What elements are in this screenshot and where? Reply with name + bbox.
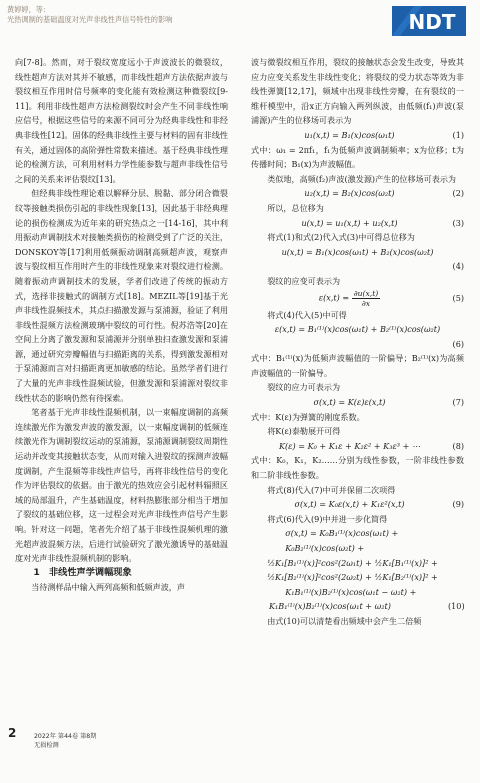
equation-8: K(ε) = K₀ + K₁ε + K₂ε² + K₃ε³ + ⋯ (8) <box>278 440 464 451</box>
right-column <box>251 55 464 629</box>
where-clause: 式中：K₀，K₁，K₂……分别为线性参数，一阶非线性参数和二阶非线性参数。 <box>251 455 464 481</box>
where-clause: 式中：B₁⁽¹⁾(x)为低频声波幅值的一阶偏导；B₂⁽¹⁾(x)为高频声波幅值的一阶偏导。 <box>251 353 464 378</box>
journal-issue: 2022年 第44卷 第8期 <box>34 733 97 740</box>
journal-info <box>34 732 96 750</box>
journal-logo <box>392 6 466 36</box>
paragraph: 当待测样品中输入两列高频和低频声波，声 <box>31 582 185 593</box>
svg-text:NDT: NDT <box>408 10 456 34</box>
paragraph: 类似地，高频(f₂)声波(激发源)产生的位移场可表示为 <box>267 173 457 184</box>
paragraph: 将式(4)代入(5)中可得 <box>267 309 347 320</box>
equation-9: σ(x,t) = K₀ε(x,t) + K₁ε²(x,t) (9) <box>294 499 464 510</box>
equation-number: (6) <box>452 338 464 349</box>
section-heading: 1 非线性声学调幅现象 <box>33 566 132 578</box>
paragraph: 但经典非线性理论难以解释分层、脱黏、部分闭合微裂纹等接触类损伤引起的非线性现象[13]，因此基于非经典理论的损伤检测成为近年来的研究热点之一[14-16]，其中利用振动声调制技术对接触类损伤的检测受到了广泛的关注，DONSKOY等[17]利用低频振动调制高频超声波，观察声波与裂纹相互作用时产生的非线性现象来对裂纹进行检测。随着振动声调制技术的发展，学者们改进了传统的振动方式，选择非接触式的调制方式[18]。MEZIL等[19]基于光声非线性混频技术，其点扫描激发源与泵浦源，验证了利用非线性混频方法检测玻璃中裂纹的可行性。倪苏浩等[20]在空间上分离了激发源和泵浦源并分别单独扫查激发源和泵浦源，通过研究旁瓣幅值与扫描距离的关系，得到激发源相对于泵浦源而言对扫描距离更加敏感的结论。虽然学者们进行了大量的光声非线性混频试验，但激发源和泵浦源对裂纹非线性状态的影响仍然有待探索。 <box>15 188 228 403</box>
left-column <box>15 55 228 595</box>
page-number: 2 <box>8 726 17 740</box>
equation-10: σ(x,t) = K₀B₁⁽¹⁾(x)cos(ω₁t) + K₀B₂⁽¹⁾(x)cos(ω₂t) + ½K₁[B₁⁽¹⁾(x)]²cos²(2ω₁t) + ½K₁[B₁⁽¹⁾(x)]² + ½K₁[B₂⁽¹⁾(x)]²cos²(2ω₂t) + ½K₁[B₂⁽¹⁾(x)]² + K₁B₁⁽¹⁾(x)B₂⁽¹⁾(x)cos(ω₁t − ω₂t) + K₁B₁⁽¹⁾(x)B₂⁽¹⁾(x)cos(ω₁t + ω₂t) (10) <box>267 528 465 612</box>
paragraph: 裂纹的应变可表示为 <box>267 275 341 286</box>
equation-6: ε(x,t) = B₁⁽¹⁾(x)cos(ω₁t) + B₂⁽¹⁾(x)cos(ω₂t) <box>274 324 441 335</box>
equation-1: u₁(x,t) = B₁(x)cos(ω₁t) (1) <box>304 129 464 140</box>
paragraph: 裂纹的应力可表示为 <box>267 382 341 393</box>
paragraph: 波与微裂纹相互作用，裂纹的接触状态会发生改变，导致其应力应变关系发生非线性变化；将裂纹的受力状态等效为非线性弹簧[12,17]，频域中出现非线性旁瓣，在有裂纹的一维杆模型中，沿x正方向输入两列纵波，由低频(f₁)声波(泵浦源)产生的位移场可表示为 <box>251 57 464 126</box>
paragraph: 所以，总位移为 <box>267 202 324 213</box>
paragraph: 将式(8)代入(7)中可并保留二次项得 <box>267 484 396 495</box>
paragraph: 笔者基于光声非线性混频机制，以一束幅度调制的高频连续激光作为激发声波的激发源，以一束幅度调制的低频连续激光作为调制裂纹运动的泵浦源，泵浦源调制裂纹周期性运动并改变其接触状态变，从而对输入进裂纹的探测声波幅度调制，产生混频等非线性声信号，再将非线性信号的变化作为评估裂纹的依据。由于激光的热效应会引起材料辐照区域的局部温升，产生基础温度，材料热膨胀部分相当于增加了裂纹的基础位移，这一过程会对光声非线性声信号产生影响。针对这一问题，笔者先介绍了基于非线性混频机理的激光超声波混频方法，后进行试验研究了激光激诱导的基础温度对光声非线性混频机制的影响。 <box>15 407 228 564</box>
equation-7: σ(x,t) = K(ε)ε(x,t) (7) <box>313 397 464 408</box>
paragraph: 向[7-8]。然而，对于裂纹宽度远小于声波波长的微裂纹，线性超声方法对其并不敏感，而非线性超声方法依据声波与裂纹相互作用时信号频率的变化能有效检测这种微裂纹[9-11]。利用非线性超声方法检测裂纹时会产生不同非线性响应信号，根据这些信号的来源不同可分为经典非线性和非经典非线性[12]。固体的经典非线性主要与材料的固有非线性有关，通过固体的高阶弹性常数来描述。基于经典非线性理论的检测方法，可利用材料力学性能参数与超声非线性信号之间的关系来评估裂纹[13]。 <box>15 57 228 184</box>
paragraph: 将式(1)和式(2)代入式(3)中可得总位移为 <box>267 232 415 243</box>
equation-2: u₂(x,t) = B₂(x)cos(ω₂t) (2) <box>304 188 464 199</box>
paragraph: 将K(ε)泰勒展开可得 <box>267 426 341 437</box>
equation-4: u(x,t) = B₁(x)cos(ω₁t) + B₂(x)cos(ω₂t) <box>281 246 434 257</box>
equation-5: ε(x,t) = $\frac{\partial u(x,t)}{\partial x}$ (5) <box>318 288 464 308</box>
journal-name: 无损检测 <box>34 742 59 749</box>
equation-3: u(x,t) = u₁(x,t) + u₂(x,t) (3) <box>301 217 464 228</box>
where-clause: 式中：ω₁ = 2πf₁，f₁为低频声波调制频率；x为位移；t为传播时间；B₁(x)为声波幅值。 <box>251 144 464 170</box>
equation-number: (4) <box>452 261 464 272</box>
where-clause: 式中：K(ε)为弹簧的刚度系数。 <box>251 411 365 422</box>
header-title: 光热调制的基础温度对光声非线性声信号特性的影响 <box>7 15 173 24</box>
running-header <box>7 5 172 25</box>
paragraph: 将式(6)代入(9)中并进一步化简得 <box>267 513 388 524</box>
page-footer <box>8 722 16 741</box>
header-authors: 黄婷婷，等： <box>7 5 51 14</box>
paragraph: 由式(10)可以清楚看出频域中会产生二倍频 <box>267 615 422 626</box>
